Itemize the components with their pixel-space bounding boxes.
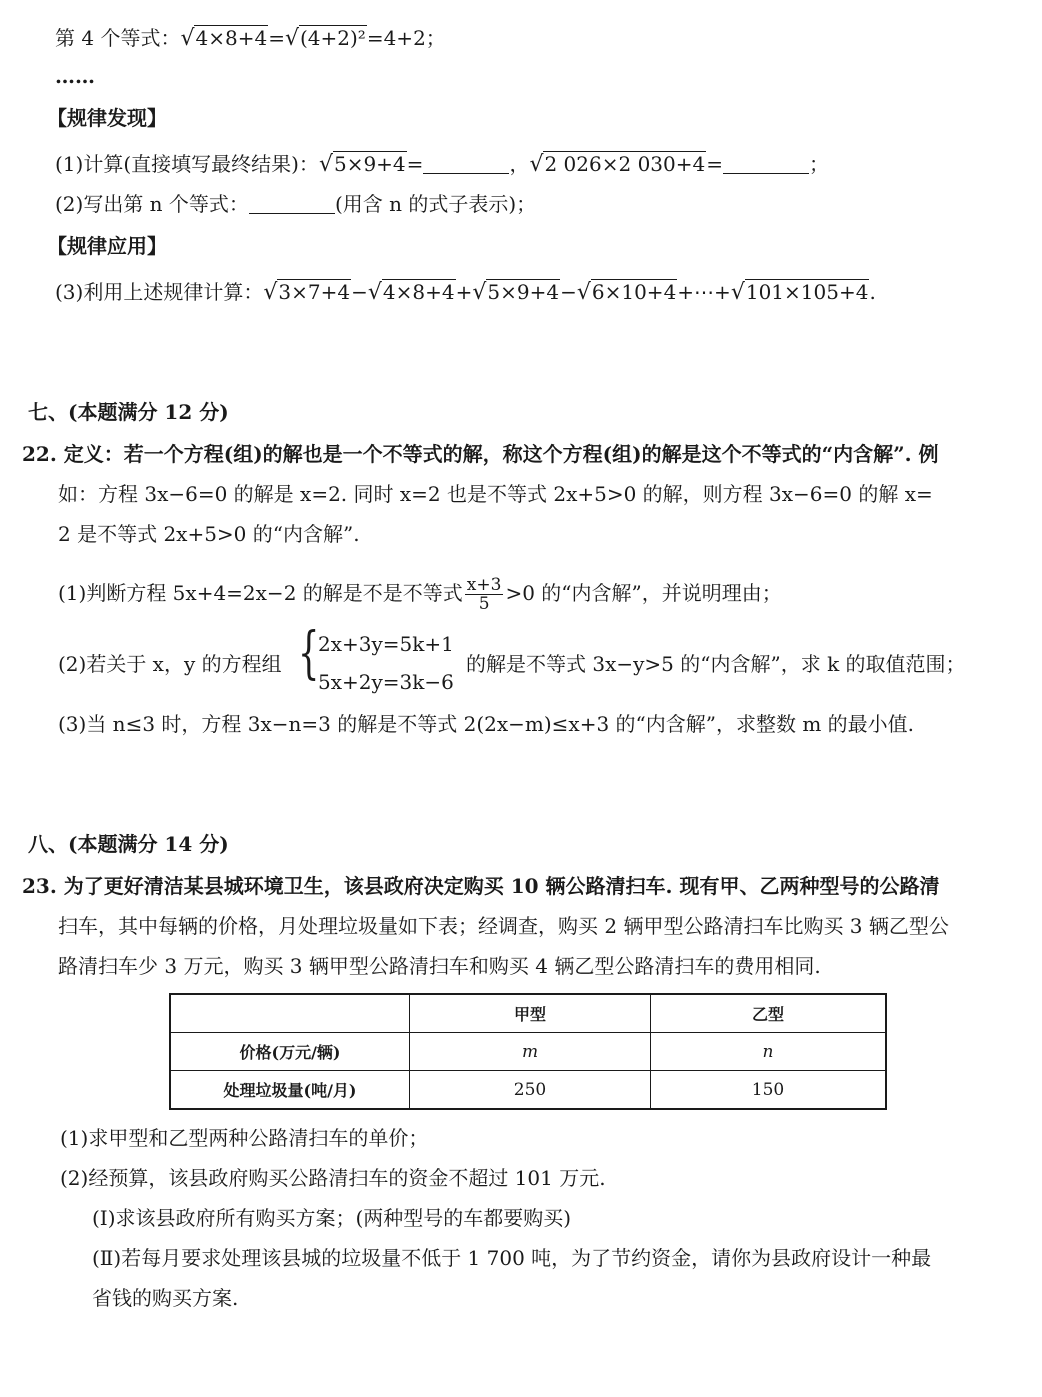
sqrt-term: √6×10+4 [576, 280, 677, 305]
table-cell: n [651, 1033, 887, 1071]
pattern-discovery-heading: 【规律发现】 [47, 106, 167, 130]
sqrt-term: √5×9+4 [318, 152, 406, 177]
q22-part-2-after: 的解是不等式 3x−y>5 的“内含解”，求 k 的取值范围； [466, 652, 966, 676]
table-header-cell: 甲型 [410, 994, 651, 1033]
sqrt-term: √101×105+4 [730, 280, 869, 305]
q23-text-line: 路清扫车少 3 万元，购买 3 辆甲型公路清扫车和购买 4 辆乙型公路清扫车的费用相同. [58, 954, 821, 978]
question-3: (3)利用上述规律计算：√3×7+4−√4×8+4+√5×9+4−√6×10+4+⋯+√101×105+4. [55, 280, 876, 305]
ellipsis: …… [55, 64, 95, 88]
table-row [170, 1033, 886, 1071]
q23-text-line: 扫车，其中每辆的价格，月处理垃圾量如下表；经调查，购买 2 辆甲型公路清扫车比购买 3 辆乙型公 [58, 914, 949, 938]
table-header-cell: 乙型 [651, 994, 887, 1033]
sqrt-term: √4×8+4 [367, 280, 455, 305]
table-cell: 150 [651, 1071, 887, 1110]
q23-part-2-i: (Ⅰ)求该县政府所有购买方案；(两种型号的车都要购买) [92, 1206, 572, 1230]
q22-text-line: 2 是不等式 2x+5>0 的“内含解”. [58, 522, 360, 546]
table-cell: m [410, 1033, 651, 1071]
table-row-label: 处理垃圾量(吨/月) [170, 1071, 410, 1110]
sqrt-term: √5×9+4 [472, 280, 560, 305]
q22-part-3: (3)当 n≤3 时，方程 3x−n=3 的解是不等式 2(2x−m)≤x+3 的“内含解”，求整数 m 的最小值. [58, 712, 915, 736]
system-equation-1: 2x+3y=5k+1 [318, 632, 454, 656]
sqrt-term: √3×7+4 [263, 280, 351, 305]
q22-text-line: 如：方程 3x−6=0 的解是 x=2. 同时 x=2 也是不等式 2x+5>0 的解，则方程 3x−6=0 的解 x= [58, 482, 933, 506]
section-8-title: 八、(本题满分 14 分) [28, 832, 229, 856]
table-header-cell [170, 994, 410, 1033]
pattern-application-heading: 【规律应用】 [47, 234, 167, 258]
q22-part-1: (1)判断方程 5x+4=2x−2 的解是不是不等式 $\frac{x+3}{5}$ >0 的“内含解”，并说明理由； [58, 575, 782, 614]
equation-4-label: 第 4 个等式： [55, 26, 181, 50]
brace-icon: { [298, 621, 320, 686]
equation-system [298, 621, 468, 694]
q23-part-1: (1)求甲型和乙型两种公路清扫车的单价； [60, 1126, 429, 1150]
section-7-title: 七、(本题满分 12 分) [28, 400, 229, 424]
q23-part-2: (2)经预算，该县政府购买公路清扫车的资金不超过 101 万元. [60, 1166, 606, 1190]
answer-blank[interactable] [249, 193, 335, 214]
price-table [169, 993, 887, 1110]
table-row-label: 价格(万元/辆) [170, 1033, 410, 1071]
equation-4: 第 4 个等式：√4×8+4=√(4+2)²=4+2； [55, 26, 446, 51]
fraction: $\frac{x+3}{5}$ [466, 575, 502, 614]
q23-part-2-ii: (Ⅱ)若每月要求处理该县城的垃圾量不低于 1 700 吨，为了节约资金，请你为县政府设计一种最 [92, 1246, 932, 1270]
q22-part-2-before: (2)若关于 x，y 的方程组 [58, 652, 282, 676]
answer-blank[interactable] [723, 153, 809, 174]
question-1: (1)计算(直接填写最终结果)：√5×9+4= ，√2 026×2 030+4= ； [55, 152, 829, 177]
q22-text-line: 22. 定义：若一个方程(组)的解也是一个不等式的解，称这个方程(组)的解是这个不等式的“内含解”. 例 [22, 442, 939, 466]
table-header-row [170, 994, 886, 1033]
table-row [170, 1071, 886, 1110]
sqrt-term: √(4+2)² [284, 26, 366, 51]
q23-part-2-ii-cont: 省钱的购买方案. [92, 1286, 239, 1310]
table-cell: 250 [410, 1071, 651, 1110]
question-2: (2)写出第 n 个等式： (用含 n 的式子表示)； [55, 192, 537, 216]
sqrt-term: √2 026×2 030+4 [529, 152, 706, 177]
system-equation-2: 5x+2y=3k−6 [318, 670, 454, 694]
answer-blank[interactable] [423, 153, 509, 174]
q23-text-line: 23. 为了更好清洁某县城环境卫生，该县政府决定购买 10 辆公路清扫车. 现有甲、乙两种型号的公路清 [22, 874, 940, 898]
sqrt-term: √4×8+4 [180, 26, 268, 51]
